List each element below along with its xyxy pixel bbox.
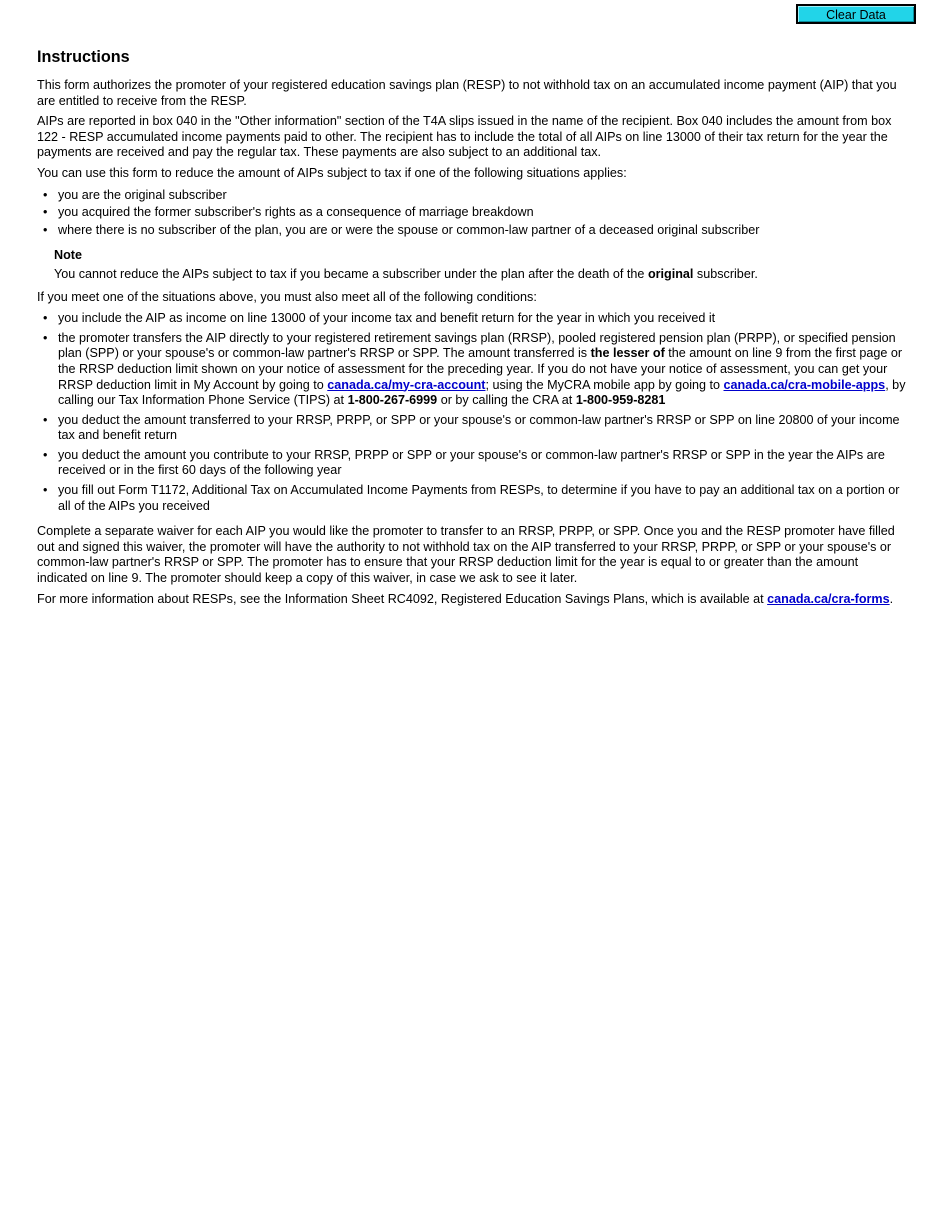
situations-intro: You can use this form to reduce the amount of AIPs subject to tax if one of the following situations applies: bbox=[37, 165, 627, 180]
bullet-icon: • bbox=[43, 187, 48, 202]
cra-phone-number: 1-800-959-8281 bbox=[575, 393, 666, 408]
bullet-icon: • bbox=[43, 483, 48, 498]
conditions-list bbox=[37, 311, 909, 514]
list-item: • you acquired the former subscriber's rights as a consequence of marriage breakdown bbox=[43, 205, 534, 220]
instructions-section bbox=[37, 47, 909, 612]
bullet-icon: • bbox=[43, 205, 48, 220]
waiver-paragraph: Complete a separate waiver for each AIP you would like the promoter to transfer to an RRSP, PRPP, or SPP. Once you and the RESP promoter have filled out and signed this waiver, the promoter will have the authority to not withhold tax on the AIP transferred to your RRSP, PRPP, or SPP or your spouse's or common-law partner's RRSP or SPP. The promoter has to ensure that your RRSP deduction limit for the year is equal to or greater than the amount indicated on line 9. The promoter should keep a copy of this waiver, in case we ask to see it later. bbox=[37, 524, 895, 586]
tips-phone-number: 1-800-267-6999 bbox=[347, 393, 438, 408]
list-item: • you deduct the amount transferred to your RRSP, PRPP, or SPP or your spouse's or common-law partner's RRSP or SPP on line 20800 of your income tax and benefit return bbox=[43, 412, 900, 443]
bullet-icon: • bbox=[43, 330, 48, 345]
list-item: • you are the original subscriber bbox=[43, 187, 227, 202]
my-cra-account-link[interactable]: canada.ca/my-cra-account bbox=[327, 377, 486, 392]
note-title: Note bbox=[54, 248, 82, 263]
bullet-icon: • bbox=[43, 447, 48, 462]
cra-forms-link[interactable]: canada.ca/cra-forms bbox=[767, 591, 890, 606]
list-item: • you include the AIP as income on line 13000 of your income tax and benefit return for the year in which you received it bbox=[43, 311, 716, 326]
more-info-paragraph: For more information about RESPs, see the Information Sheet RC4092, Registered Education Savings Plans, which is available at canada.ca/cra-forms. bbox=[37, 591, 894, 606]
situations-list bbox=[37, 188, 909, 239]
note-box bbox=[54, 248, 909, 282]
instructions-title: Instructions bbox=[37, 48, 130, 66]
bullet-icon: • bbox=[43, 311, 48, 326]
note-text: You cannot reduce the AIPs subject to tax if you became a subscriber under the plan after the death of the original subscriber. bbox=[54, 266, 758, 281]
list-item: • where there is no subscriber of the plan, you are or were the spouse or common-law partner of a deceased original subscriber bbox=[43, 222, 760, 237]
intro-paragraph: This form authorizes the promoter of your registered education savings plan (RESP) to not withhold tax on an accumulated income payment (AIP) that you are entitled to receive from the RESP. bbox=[37, 78, 897, 108]
list-item: • you fill out Form T1172, Additional Tax on Accumulated Income Payments from RESPs, to determine if you have to pay an additional tax on a portion or all of the AIPs you received bbox=[43, 483, 900, 513]
clear-data-button[interactable]: Clear Data bbox=[796, 4, 916, 24]
conditions-intro: If you meet one of the situations above, you must also meet all of the following conditions: bbox=[37, 289, 537, 304]
cra-mobile-apps-link[interactable]: canada.ca/cra-mobile-apps bbox=[723, 377, 886, 392]
list-item: • you deduct the amount you contribute to your RRSP, PRPP or SPP or your spouse's or common-law partner's RRSP or SPP in the year the AIPs are received or in the first 60 days of the following year bbox=[43, 447, 885, 478]
aip-reporting-paragraph: AIPs are reported in box 040 in the "Other information" section of the T4A slips issued in the name of the recipient. Box 040 includes the amount from box 122 - RESP accumulated income payments paid to other. The recipient has to include the total of all AIPs on line 13000 of their tax return for the year the payments are received and pay the regular tax. These payments are also subject to an additional tax. bbox=[37, 114, 892, 160]
bullet-icon: • bbox=[43, 222, 48, 237]
list-item: • the promoter transfers the AIP directly to your registered retirement savings plan (RRSP), pooled registered pension plan (PRPP), or specified pension plan (SPP) or your spouse's or common-law partner's RRSP or SPP. The amount transferred is the lesser of the amount on line 9 from the first page or the RRSP deduction limit shown on your notice of assessment for the preceding year. If you do not have your notice of assessment, you can get your RRSP deduction limit in My Account by going to canada.ca/my-cra-account; using the MyCRA mobile app by going to canada.ca/cra-mobile-apps, by calling our Tax Information Phone Service (TIPS) at 1-800-267-6999 or by calling the CRA at 1-800-959-8281 bbox=[43, 330, 906, 408]
bullet-icon: • bbox=[43, 412, 48, 427]
